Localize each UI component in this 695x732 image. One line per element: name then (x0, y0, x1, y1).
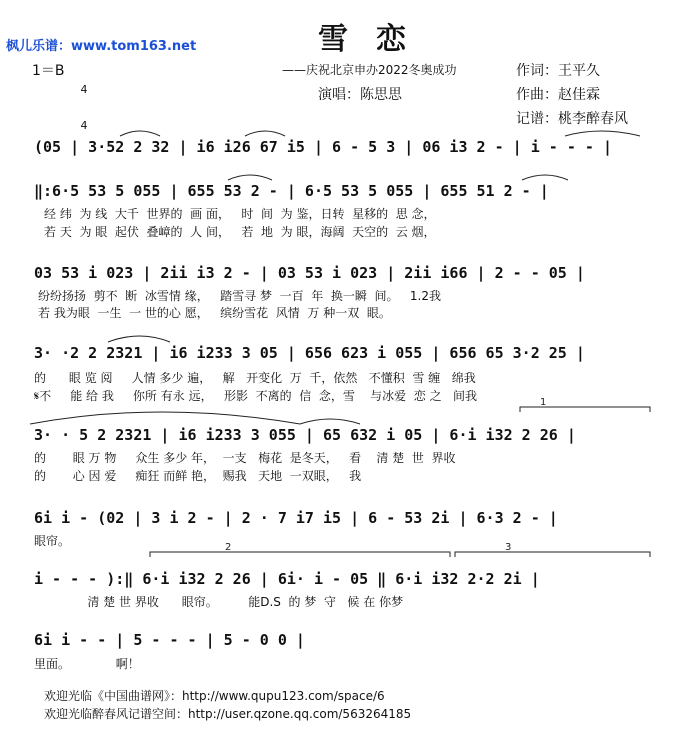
notation-row-3: 03 53 i 023 | 2ii i3 2 - | 03 53 i 023 | 2ii i66 | 2 - - 05 | (34, 264, 585, 282)
time-top: 4 (80, 83, 88, 96)
footer-line-1: 欢迎光临《中国曲谱网》：http://www.qupu123.com/space/6 (44, 689, 385, 703)
lyric-row-2a: 经 纬 为 线 大千 世界的 画 面， 时 间 为 鉴，日转 星移的 思 念， (44, 207, 436, 221)
site-label: 枫儿乐谱：www.tom163.net (6, 39, 197, 54)
lyric-row-3b: 若 我为眼 一生 一 世的心 愿， 缤纷雪花 风情 万 种一双 眼。 (38, 306, 391, 320)
lyric-row-4a: 的 眼 览 阅 人情 多少 遍， 解 开变化 万 千，依然 不懂积 雪 缠 绵我 (34, 371, 476, 385)
volta-1-label: 1 (540, 397, 547, 408)
notation-row-1: (05 | 3·52 2 32 | i6 i26 67 i5 | 6 - 5 3 | 06 i3 2 - | i - - - | (34, 138, 612, 156)
notation-row-4: 3· ·2 2 2321 | i6 i233 3 05 | 656 623 i 055 | 656 65 3·2 25 | (34, 344, 585, 362)
notation-row-7: i - - - ):‖ 6·i i32 2 26 | 6i· i - 05 ‖ 6·i i32 2·2 2i | (34, 570, 540, 588)
transcriber: 记谱：桃李醉春风 (516, 111, 628, 127)
notation-row-8: 6i i - - | 5 - - - | 5 - 0 0 | (34, 631, 305, 649)
notation-row-2: ‖:6·5 53 5 055 | 655 53 2 - | 6·5 53 5 055 | 655 51 2 - | (34, 182, 549, 200)
lyric-row-6: 眼帘。 (34, 534, 71, 548)
singer: 演唱：陈思思 (318, 87, 402, 103)
footer-line-2: 欢迎光临醉春风记谱空间：http://user.qzone.qq.com/563264185 (44, 707, 412, 721)
lyric-row-3a: 纷纷扬扬 剪不 断 冰雪情 缘， 踏雪寻 梦 一百 年 换一瞬 间。 1.2我 (38, 289, 442, 303)
lyric-row-7: 清 楚 世 界收 眼帘。 能D.S 的 梦 守 候 在 你梦 (34, 595, 404, 609)
lyric-row-8: 里面。 啊！ (34, 657, 140, 671)
lyric-row-4b: 𝄋不 能 给 我 你所 有永 远， 形影 不离的 信 念，雪 与冰爱 恋 之 间我 (34, 389, 478, 403)
subtitle: ——庆祝北京申办2022冬奥成功 (282, 63, 457, 77)
composer: 作曲：赵佳霖 (516, 87, 600, 103)
volta-2-label: 2 (225, 542, 232, 553)
song-title: 雪恋 (318, 22, 434, 57)
time-bottom: 4 (80, 119, 88, 132)
notation-row-5: 3· · 5 2 2321 | i6 i233 3 055 | 65 632 i 05 | 6·i i32 2 26 | (34, 426, 576, 444)
key-signature: 1＝B (32, 63, 65, 79)
volta-3-label: 3 (505, 542, 512, 553)
notation-row-6: 6i i - (02 | 3 i 2 - | 2 · 7 i7 i5 | 6 - 53 2i | 6·3 2 - | (34, 509, 558, 527)
lyric-row-5a: 的 眼 万 物 众生 多少 年， 一支 梅花 是冬天， 看 清 楚 世 界收 (34, 451, 456, 465)
lyricist: 作词：王平久 (516, 63, 600, 79)
lyric-row-2b: 若 天 为 眼 起伏 叠嶂的 人 间， 若 地 为 眼，海阔 天空的 云 烟， (44, 225, 436, 239)
lyric-row-5b: 的 心 因 爱 痴狂 而鲜 艳， 赐我 天地 一双眼， 我 (34, 469, 362, 483)
